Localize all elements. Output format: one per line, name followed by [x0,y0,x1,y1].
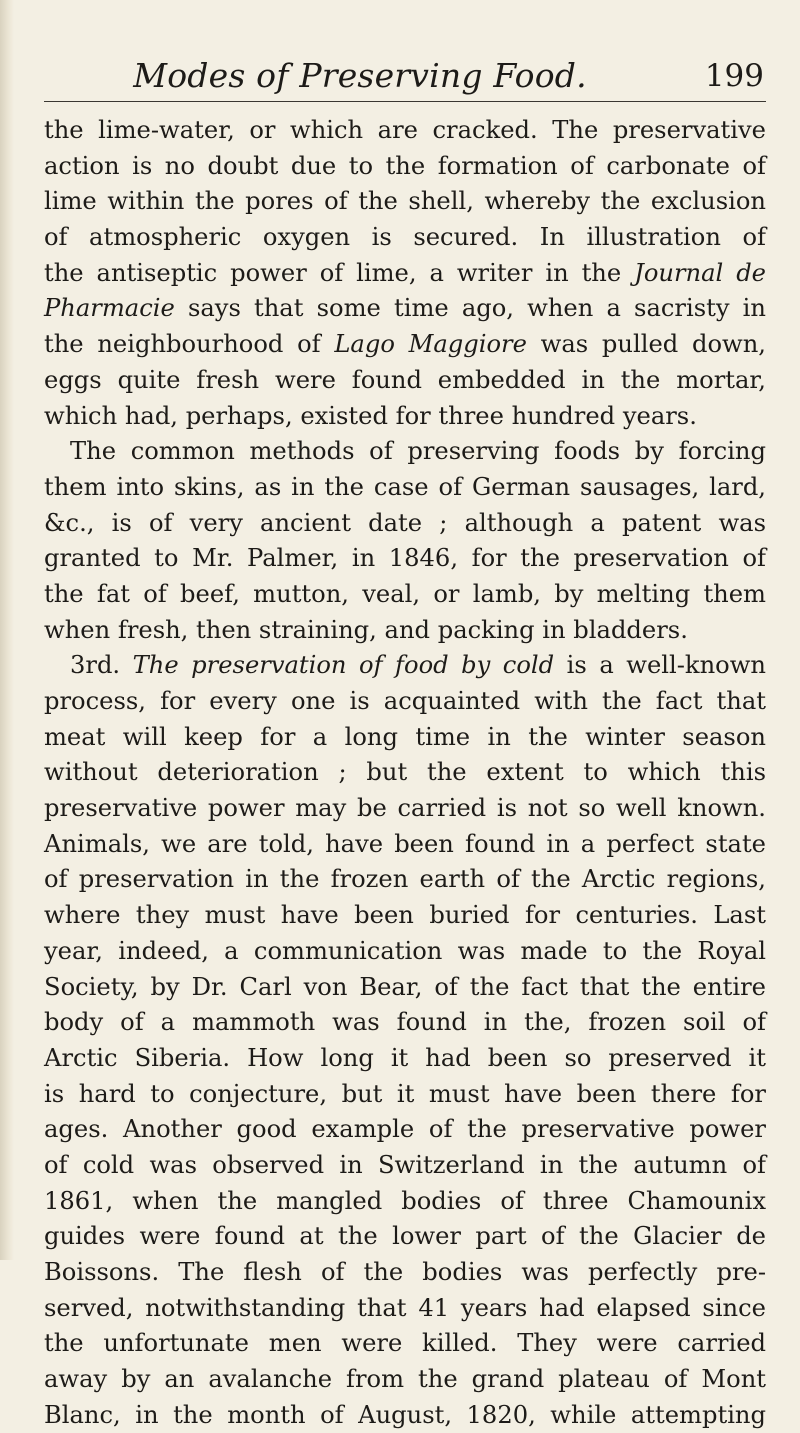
text-run: was pulled down, [526,330,766,359]
text-line [44,1398,766,1433]
text-line [44,970,766,1006]
page-edge-shadow [0,0,14,1260]
text-run: action is no doubt due to the formation of carbonate of [44,151,766,180]
text-run: is a well-known [554,651,766,680]
text-run: lime within the pores of the shell, whereby the exclusion [44,187,766,216]
body-text [44,113,766,1433]
text-line [44,577,766,613]
text-run: Boissons. The flesh of the bodies was perfectly pre- [44,1258,766,1286]
text-run: the unfortunate men were killed. They were carried [44,1329,766,1358]
text-run: where they must have been buried for centuries. Last [44,901,766,930]
text-run: meat will keep for a long time in the winter season [44,722,766,751]
text-line [44,934,766,970]
text-line [44,720,766,756]
header-rule [44,101,766,102]
text-run: the antiseptic power of lime, a writer in the [44,258,635,287]
text-line [44,1326,766,1362]
text-line [44,363,766,399]
text-line [44,898,766,934]
text-line [44,184,766,220]
text-line [44,149,766,185]
text-line [44,755,766,791]
text-run: the neighbourhood of [44,330,335,359]
text-run: guides were found at the lower part of the Glacier de [44,1222,766,1251]
running-head: Modes of Preserving Food. [133,56,587,95]
text-run: process, for every one is acquainted with the fact that [44,687,766,715]
text-line [44,1255,766,1291]
text-line [44,113,766,149]
text-run: year, indeed, a communication was made to the Royal [44,936,766,965]
text-run: &c., is of very ancient date ; although a patent was [44,508,766,537]
text-run: Blanc, in the month of August, 1820, while attempting [44,1400,766,1429]
text-line [44,541,766,577]
text-run: 1861, when the mangled bodies of three Chamounix [44,1186,766,1215]
text-line [44,327,766,363]
text-line [44,613,766,649]
text-line [44,470,766,506]
italic-text: Pharmacie [44,294,175,323]
text-run: granted to Mr. Palmer, in 1846, for the preservation of [44,544,766,573]
text-run: of atmospheric oxygen is secured. In illustration of [44,223,766,252]
text-run: the fat of beef, mutton, veal, or lamb, by melting them [44,579,766,608]
text-line [44,791,766,827]
text-run: served, notwithstanding that 41 years had elapsed since [44,1293,766,1322]
text-run: body of a mammoth was found in the, frozen soil of [44,1008,766,1037]
text-run: which had, perhaps, existed for three hundred years. [44,401,697,430]
text-run: without deterioration ; but the extent to which this [44,758,766,787]
page-header [44,56,766,100]
text-line [44,399,766,435]
text-run: of preservation in the frozen earth of the Arctic regions, [44,865,766,894]
text-line [44,1184,766,1220]
text-run: them into skins, as in the case of German sausages, lard, [44,472,766,501]
italic-text: Lago Maggiore [334,330,527,359]
text-line [44,256,766,292]
text-run: the lime-water, or which are cracked. The preservative [44,116,766,144]
text-run: ages. Another good example of the preservative power [44,1115,766,1144]
text-run: Animals, we are told, have been found in a perfect state [44,829,766,858]
page-number: 199 [704,58,764,94]
text-line [44,1041,766,1077]
text-line [44,648,766,684]
text-run: away by an avalanche from the grand plateau of Mont [44,1365,766,1394]
text-line [44,1362,766,1398]
text-run: preservative power may be carried is not so well known. [44,794,766,823]
text-line [44,1077,766,1113]
text-line [44,862,766,898]
text-run: of cold was observed in Switzerland in the autumn of [44,1150,766,1179]
text-line [44,434,766,470]
text-run: when fresh, then straining, and packing in bladders. [44,615,688,644]
text-line [44,1112,766,1148]
text-line [44,684,766,720]
text-run: 3rd. [70,651,133,680]
text-run: says that some time ago, when a sacristy in [174,294,766,323]
text-line [44,1005,766,1041]
text-line [44,827,766,863]
text-line [44,1219,766,1255]
text-line [44,506,766,542]
text-run: The common methods of preserving foods by forcing [70,437,766,466]
text-line [44,220,766,256]
italic-text: Journal de [634,258,766,287]
text-line [44,1148,766,1184]
text-run: eggs quite fresh were found embedded in the mortar, [44,365,766,394]
text-run: is hard to conjecture, but it must have been there for [44,1079,766,1108]
text-line [44,1291,766,1327]
italic-text: The preservation of food by cold [132,651,555,680]
text-run: Society, by Dr. Carl von Bear, of the fact that the entire [44,972,766,1001]
text-line [44,291,766,327]
text-run: Arctic Siberia. How long it had been so preserved it [44,1043,766,1072]
